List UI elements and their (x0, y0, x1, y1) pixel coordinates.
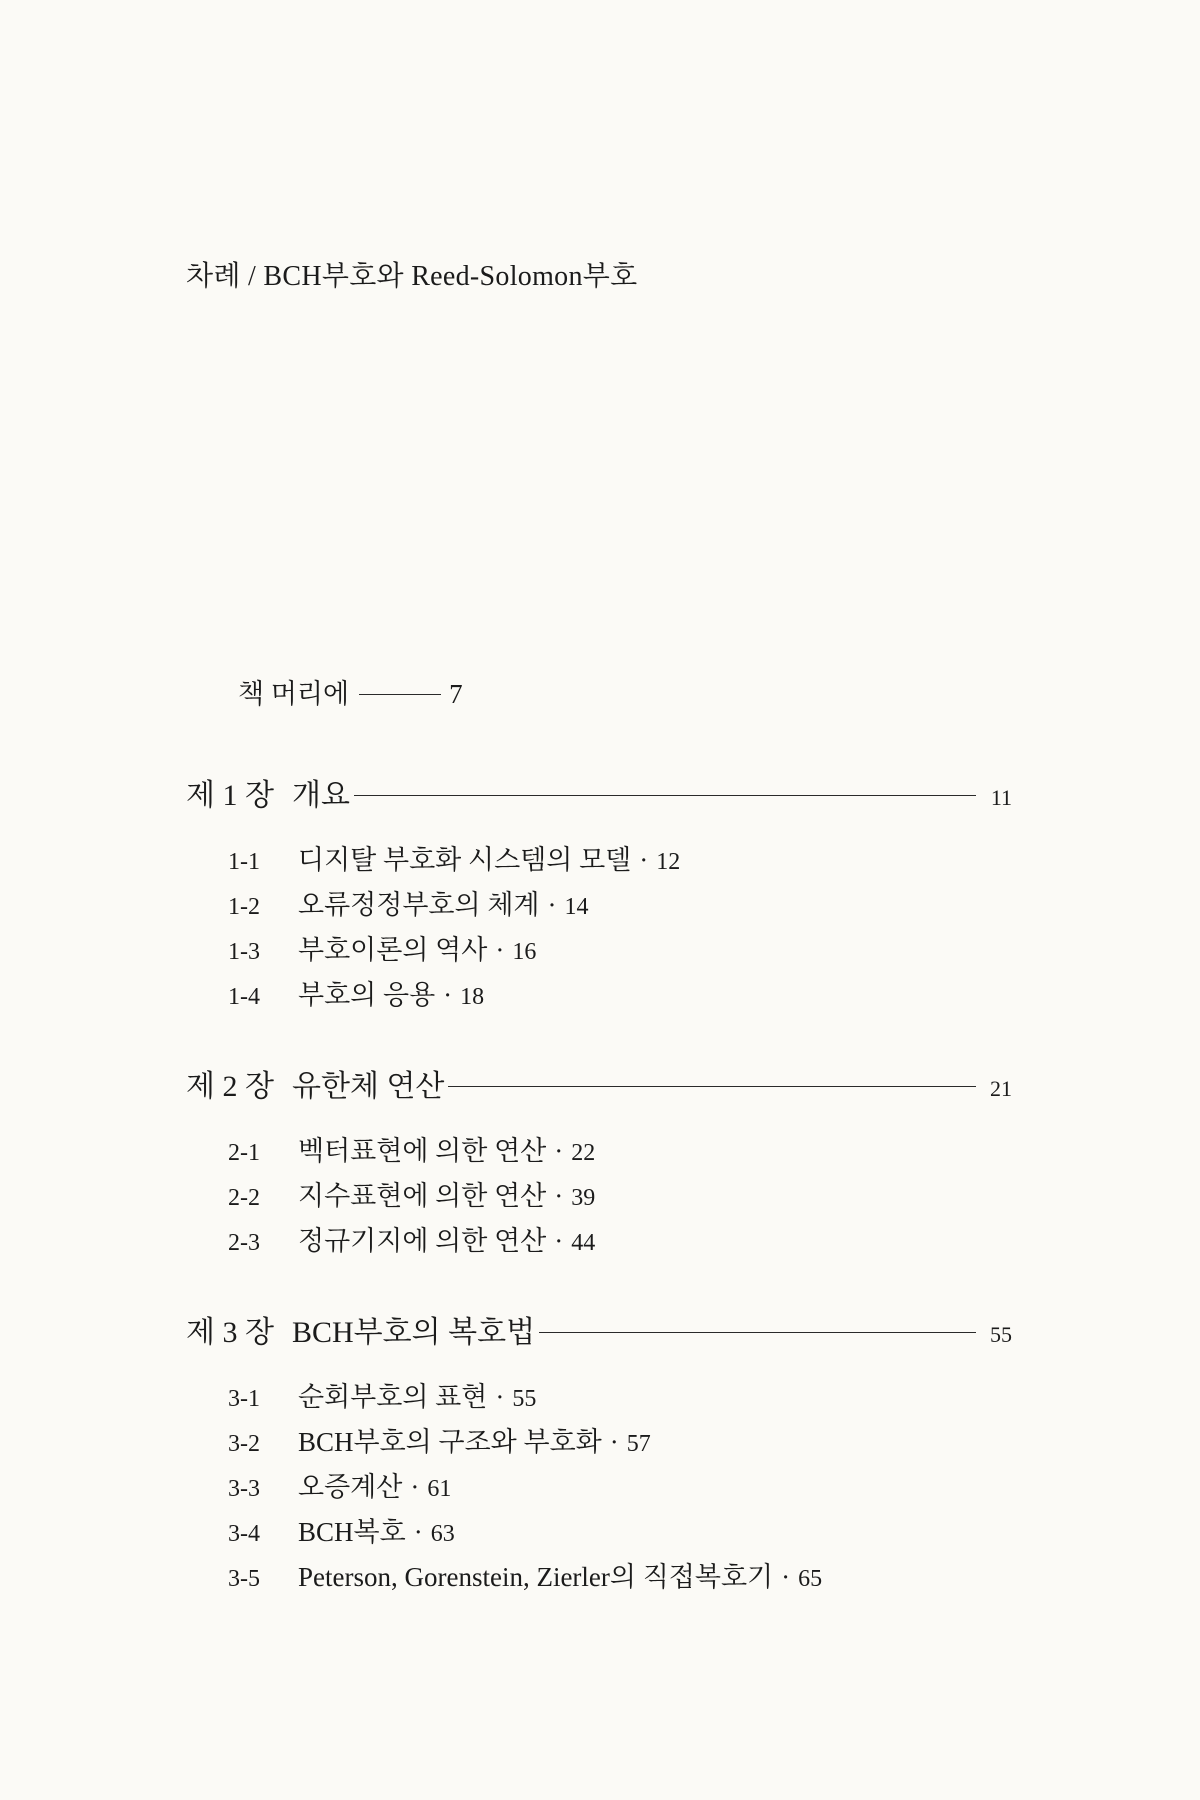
chapter-page: 21 (990, 1076, 1012, 1101)
section-title: 순회부호의 표현 (298, 1382, 488, 1412)
preface-dash (359, 694, 441, 695)
section-page: 18 (460, 984, 485, 1010)
separator-dot: · (443, 980, 453, 1010)
section-page: 12 (656, 849, 681, 875)
separator-dot: · (554, 1226, 564, 1256)
separator-dot: · (413, 1517, 423, 1547)
section-number: 1-2 (228, 894, 260, 920)
section-number: 1-1 (228, 849, 260, 875)
preface-page: 7 (449, 679, 463, 709)
section-item (228, 1420, 1012, 1465)
separator-dot: · (547, 890, 557, 920)
preface-entry (238, 672, 463, 711)
section-number: 3-3 (228, 1476, 260, 1502)
section-item (228, 838, 1012, 883)
section-title: 부호의 응용 (298, 980, 436, 1010)
chapter-title: 개요 (292, 779, 350, 812)
section-title: BCH복호 (298, 1517, 406, 1547)
chapter-page: 11 (990, 785, 1012, 810)
section-item (228, 1219, 1012, 1264)
section-list (186, 838, 1012, 1018)
section-page: 22 (571, 1140, 596, 1166)
section-page: 16 (512, 939, 537, 965)
section-number: 2-1 (228, 1140, 260, 1166)
leader-rule (354, 795, 976, 796)
separator-dot: · (554, 1136, 564, 1166)
section-item (228, 1510, 1012, 1555)
section-item (228, 1129, 1012, 1174)
section-item (228, 1555, 1012, 1600)
section-item (228, 928, 1012, 973)
section-number: 1-3 (228, 939, 260, 965)
section-title: 오류정정부호의 체계 (298, 890, 540, 920)
section-page: 65 (798, 1566, 823, 1592)
separator-dot: · (639, 845, 649, 875)
section-page: 44 (571, 1230, 596, 1256)
section-page: 14 (564, 894, 589, 920)
separator-dot: · (554, 1181, 564, 1211)
section-title: Peterson, Gorenstein, Zierler의 직접복호기 (298, 1562, 774, 1592)
chapter-heading (186, 1307, 1012, 1351)
section-number: 3-4 (228, 1521, 260, 1547)
section-item (228, 1465, 1012, 1510)
section-list (186, 1375, 1012, 1600)
section-number: 2-3 (228, 1230, 260, 1256)
section-page: 39 (571, 1185, 596, 1211)
section-item (228, 1174, 1012, 1219)
chapter-heading (186, 1061, 1012, 1105)
chapter-label: 제 3 장 (186, 1316, 274, 1349)
section-page: 57 (626, 1431, 651, 1457)
section-title: 정규기지에 의한 연산 (298, 1226, 547, 1256)
running-title: 차례 / BCH부호와 Reed-Solomon부호 (186, 261, 638, 292)
section-title: 벡터표현에 의한 연산 (298, 1136, 547, 1166)
section-page: 61 (427, 1476, 452, 1502)
leader-rule (539, 1332, 976, 1333)
leader-rule (448, 1086, 976, 1087)
separator-dot: · (495, 1382, 505, 1412)
section-title: 디지탈 부호화 시스템의 모델 (298, 845, 632, 875)
chapter-page: 55 (990, 1322, 1012, 1347)
separator-dot: · (609, 1427, 619, 1457)
chapter-3 (186, 1307, 1012, 1600)
section-number: 3-1 (228, 1386, 260, 1412)
section-item (228, 883, 1012, 928)
chapter-heading (186, 770, 1012, 814)
chapter-2 (186, 1061, 1012, 1264)
separator-dot: · (495, 935, 505, 965)
section-title: 부호이론의 역사 (298, 935, 488, 965)
section-title: BCH부호의 구조와 부호화 (298, 1427, 602, 1457)
section-item (228, 1375, 1012, 1420)
section-item (228, 973, 1012, 1018)
chapter-1 (186, 770, 1012, 1018)
chapter-label: 제 1 장 (186, 779, 274, 812)
preface-title: 책 머리에 (238, 679, 350, 709)
chapter-label: 제 2 장 (186, 1070, 274, 1103)
section-number: 1-4 (228, 984, 260, 1010)
section-number: 3-2 (228, 1431, 260, 1457)
separator-dot: · (781, 1562, 791, 1592)
section-number: 2-2 (228, 1185, 260, 1211)
section-list (186, 1129, 1012, 1264)
separator-dot: · (410, 1472, 420, 1502)
section-title: 오증계산 (298, 1472, 403, 1502)
section-page: 63 (430, 1521, 455, 1547)
section-number: 3-5 (228, 1566, 260, 1592)
chapter-title: 유한체 연산 (292, 1070, 445, 1103)
section-title: 지수표현에 의한 연산 (298, 1181, 547, 1211)
section-page: 55 (512, 1386, 537, 1412)
chapter-title: BCH부호의 복호법 (292, 1316, 536, 1349)
